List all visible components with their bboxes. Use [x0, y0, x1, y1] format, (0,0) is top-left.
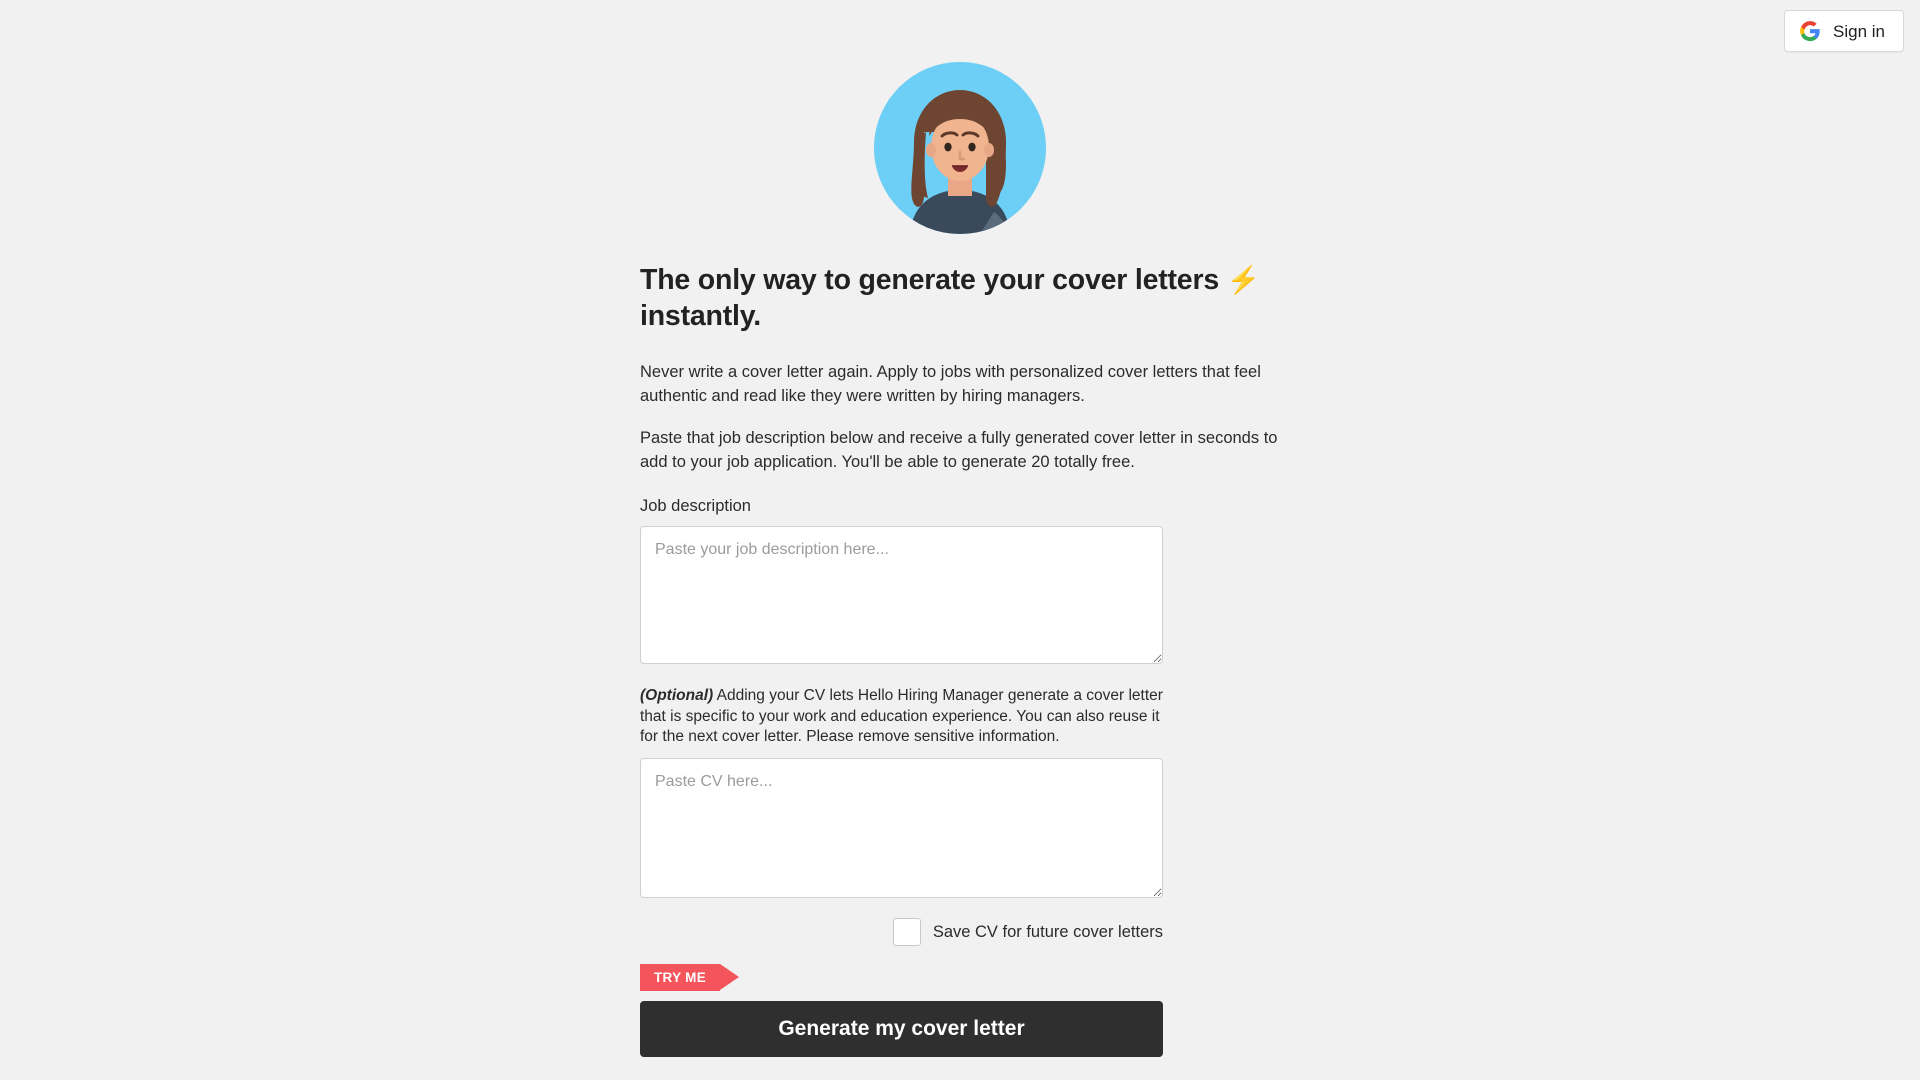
generate-cover-letter-button[interactable]: Generate my cover letter: [640, 1001, 1163, 1057]
page-title: [640, 262, 1280, 335]
optional-prefix: (Optional): [640, 686, 714, 704]
avatar: [874, 62, 1046, 234]
optional-note-text: Adding your CV lets Hello Hiring Manager generate a cover letter that is specific to your work and education experience. You can also reuse it for the next cover letter. Please remove sensitive information.: [640, 686, 1163, 746]
cv-input[interactable]: [640, 758, 1163, 898]
intro-paragraph-1: Never write a cover letter again. Apply to jobs with personalized cover letters that feel authentic and read like they were written by hiring managers.: [640, 362, 1261, 405]
sign-in-button[interactable]: [1784, 10, 1904, 52]
job-description-label: Job description: [640, 496, 751, 515]
save-cv-checkbox[interactable]: [893, 918, 921, 946]
page-title-text-2: instantly.: [640, 300, 761, 333]
save-cv-label: Save CV for future cover letters: [932, 922, 1163, 941]
try-me-badge-body: [640, 964, 720, 991]
intro-paragraph-2: Paste that job description below and receive a fully generated cover letter in seconds to add to your job application. You'll be able to generate 20 totally free.: [640, 428, 1278, 471]
cv-optional-note: [640, 686, 1163, 749]
try-me-badge-label: TRY ME: [653, 970, 707, 986]
try-me-arrow-icon: [720, 964, 739, 990]
avatar-container: [640, 62, 1280, 234]
main-content: [640, 0, 1280, 1057]
page-title-text: The only way to generate your cover letters: [640, 264, 1220, 296]
save-cv-row: [640, 918, 1163, 946]
try-me-badge: [640, 964, 740, 991]
job-description-input[interactable]: [640, 526, 1163, 664]
lightning-bolt-icon: ⚡: [1226, 265, 1261, 295]
sign-in-label: Sign in: [1833, 21, 1885, 41]
google-g-icon: [1799, 20, 1821, 42]
